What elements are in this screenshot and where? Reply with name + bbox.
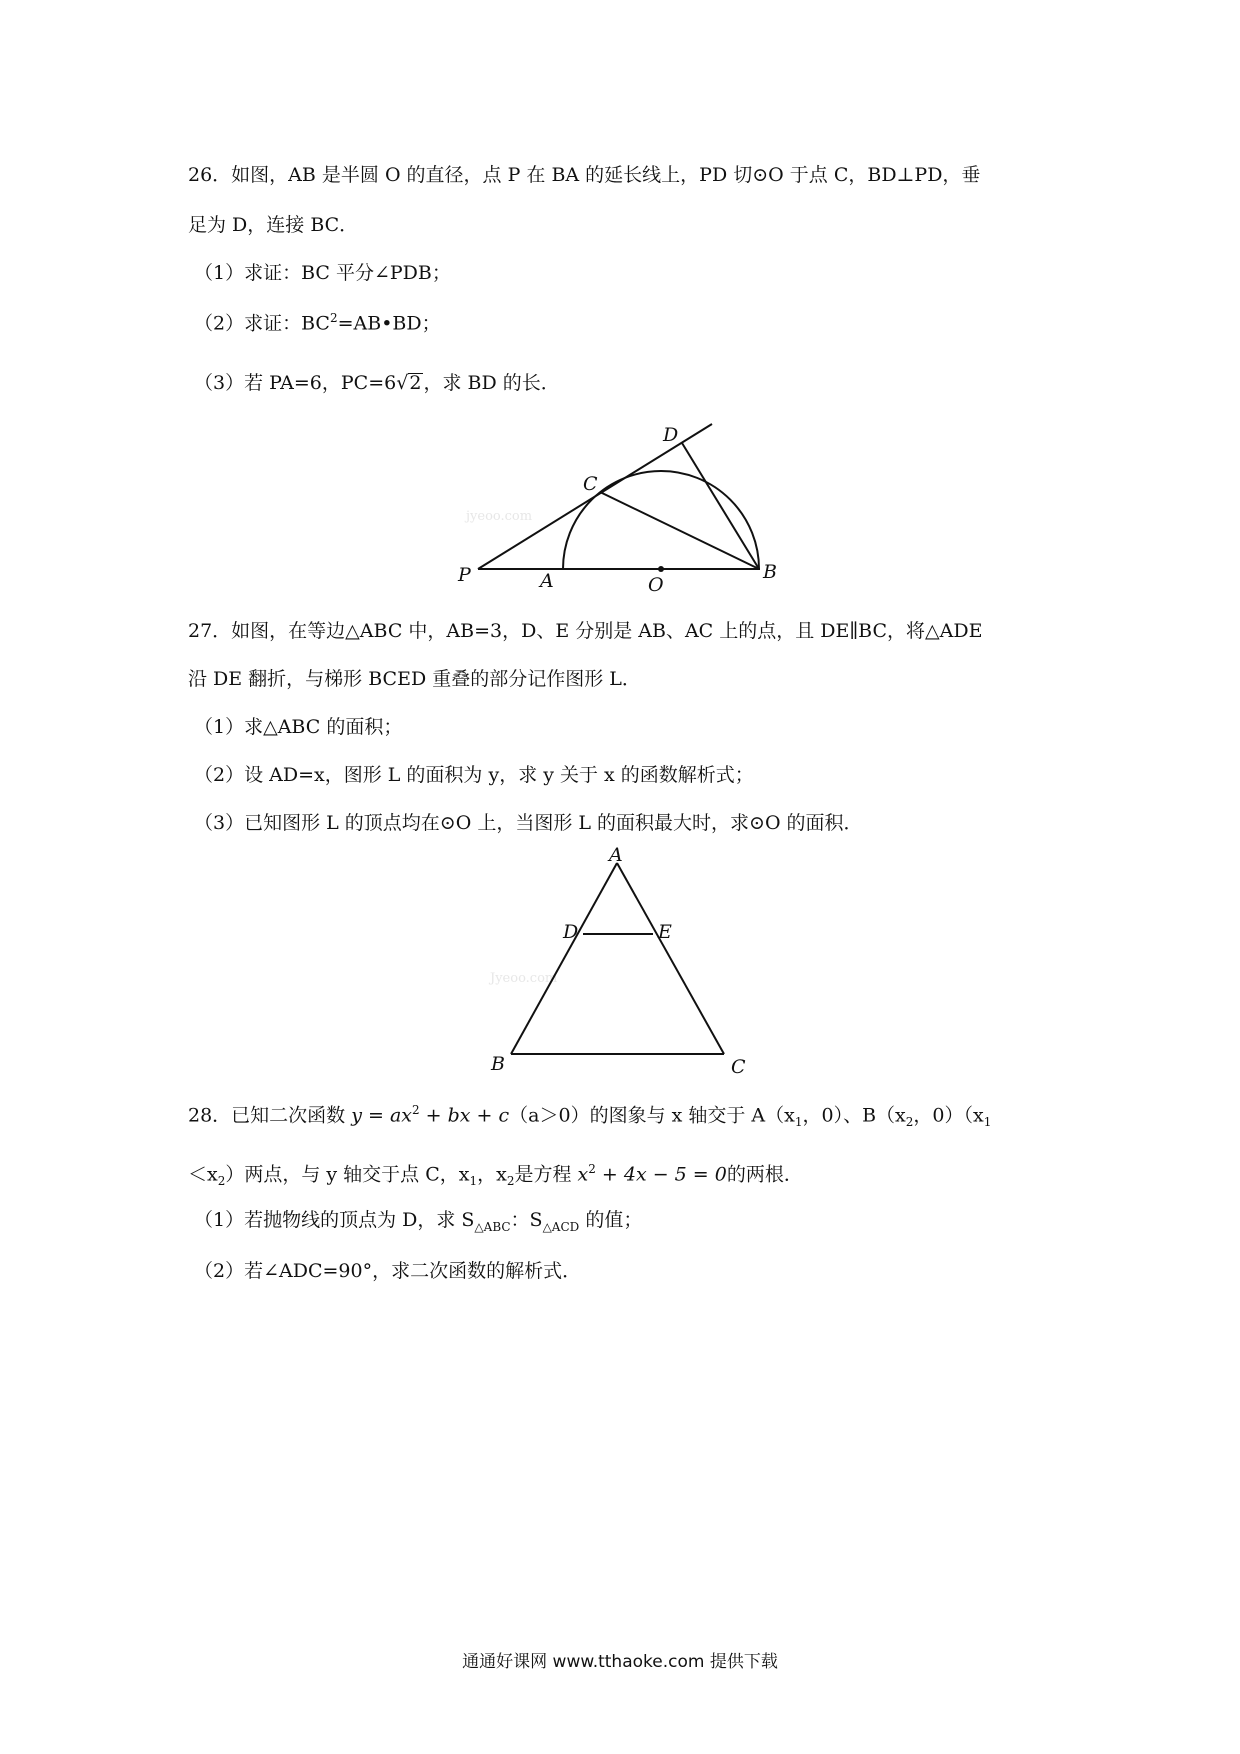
label-a: A: [540, 570, 554, 592]
q28-line1-c: ，0）、B（x: [802, 1104, 906, 1127]
q26-part1: （1）求证：BC 平分∠PDB；: [194, 262, 451, 284]
q26-stem-line1: 26．如图，AB 是半圆 O 的直径，点 P 在 BA 的延长线上，PD 切⊙O 于点 C，BD⊥PD，垂: [188, 164, 981, 186]
q27-part2: （2）设 AD=x，图形 L 的面积为 y，求 y 关于 x 的函数解析式；: [194, 764, 754, 786]
q28-x2-sub: 2: [905, 1115, 914, 1130]
q28-equation-x-exp: 2: [588, 1162, 596, 1176]
q28-part1-a: （1）若抛物线的顶点为 D，求 S: [194, 1209, 475, 1231]
q27-part1: （1）求△ABC 的面积；: [194, 716, 403, 738]
q28-line2-d: 是方程: [514, 1163, 578, 1186]
side-ab: [511, 863, 617, 1054]
q27-stem-line1: 27．如图，在等边△ABC 中，AB=3，D、E 分别是 AB、AC 上的点，且 DE∥BC，将△ADE: [188, 620, 983, 642]
side-ac: [617, 863, 724, 1054]
q27-stem-line2: 沿 DE 翻折，与梯形 BCED 重叠的部分记作图形 L．: [188, 668, 641, 690]
q26-part2-pre: （2）求证：BC: [194, 312, 330, 335]
label-d: D: [663, 424, 679, 446]
label-d: D: [563, 921, 579, 943]
q28-x1-sub: 1: [794, 1115, 803, 1130]
q26-part2-sup: 2: [329, 311, 338, 325]
q28-equation-y-exp: 2: [412, 1103, 420, 1117]
q28-line2-sub2: 2: [506, 1174, 515, 1189]
label-b: B: [491, 1053, 505, 1075]
sqrt-radicand: 2: [409, 372, 422, 394]
q28-line1-b: （a＞0）的图象与 x 轴交于 A（x: [509, 1104, 795, 1127]
sqrt-sign: √: [396, 372, 409, 394]
q28-part1-sub1: △ABC: [474, 1219, 511, 1234]
q28-line2-a: ＜x: [188, 1163, 218, 1186]
q28-stem-line2: [188, 1163, 803, 1187]
q28-line1-d: ，0）（x: [913, 1104, 984, 1127]
q28-equation-y: y = ax: [351, 1104, 412, 1127]
q26-figure-watermark: jyeoo.com: [466, 509, 533, 524]
label-c: C: [731, 1056, 746, 1078]
q28-part1-b: ：S: [510, 1209, 543, 1231]
q28-line2-c: ，x: [477, 1163, 507, 1186]
q28-part1: [194, 1211, 642, 1233]
label-b: B: [763, 561, 777, 583]
q28-x1-sub-b: 1: [983, 1115, 992, 1130]
q26-part2-post: =AB•BD；: [337, 312, 441, 335]
q28-line2-sub1: 1: [469, 1174, 478, 1189]
q28-equation-x: x: [577, 1163, 589, 1186]
q26-part3-pre: （3）若 PA=6，PC=6: [194, 372, 397, 394]
q28-equation-y-rest: + bx + c: [419, 1104, 510, 1127]
q28-line1-intro: 28．已知二次函数: [188, 1104, 352, 1127]
label-c: C: [583, 473, 598, 495]
label-a: A: [609, 844, 623, 866]
page-footer: 通通好课网 www.tthaoke.com 提供下载: [462, 1652, 778, 1672]
q28-part2: （2）若∠ADC=90°，求二次函数的解析式．: [194, 1260, 582, 1282]
q28-line2-e: 的两根．: [726, 1163, 803, 1186]
q26-stem-line2: 足为 D，连接 BC．: [188, 214, 359, 236]
q28-part1-c: 的值；: [579, 1209, 643, 1231]
label-o: O: [648, 574, 664, 596]
q27-part3: （3）已知图形 L 的顶点均在⊙O 上，当图形 L 的面积最大时，求⊙O 的面积．: [194, 812, 863, 834]
q28-stem-line1: [188, 1104, 991, 1128]
label-p: P: [458, 564, 471, 586]
q28-line2-sub: 2: [217, 1174, 226, 1189]
q28-equation-x-rest: + 4x − 5 = 0: [595, 1163, 727, 1186]
q28-part1-sub2: △ACD: [542, 1219, 580, 1234]
q26-part3-post: ，求 BD 的长．: [423, 372, 560, 394]
q27-figure-watermark: Jyeoo.com: [490, 971, 558, 986]
label-e: E: [658, 921, 672, 943]
q28-line2-b: ）两点，与 y 轴交于点 C，x: [225, 1163, 470, 1186]
